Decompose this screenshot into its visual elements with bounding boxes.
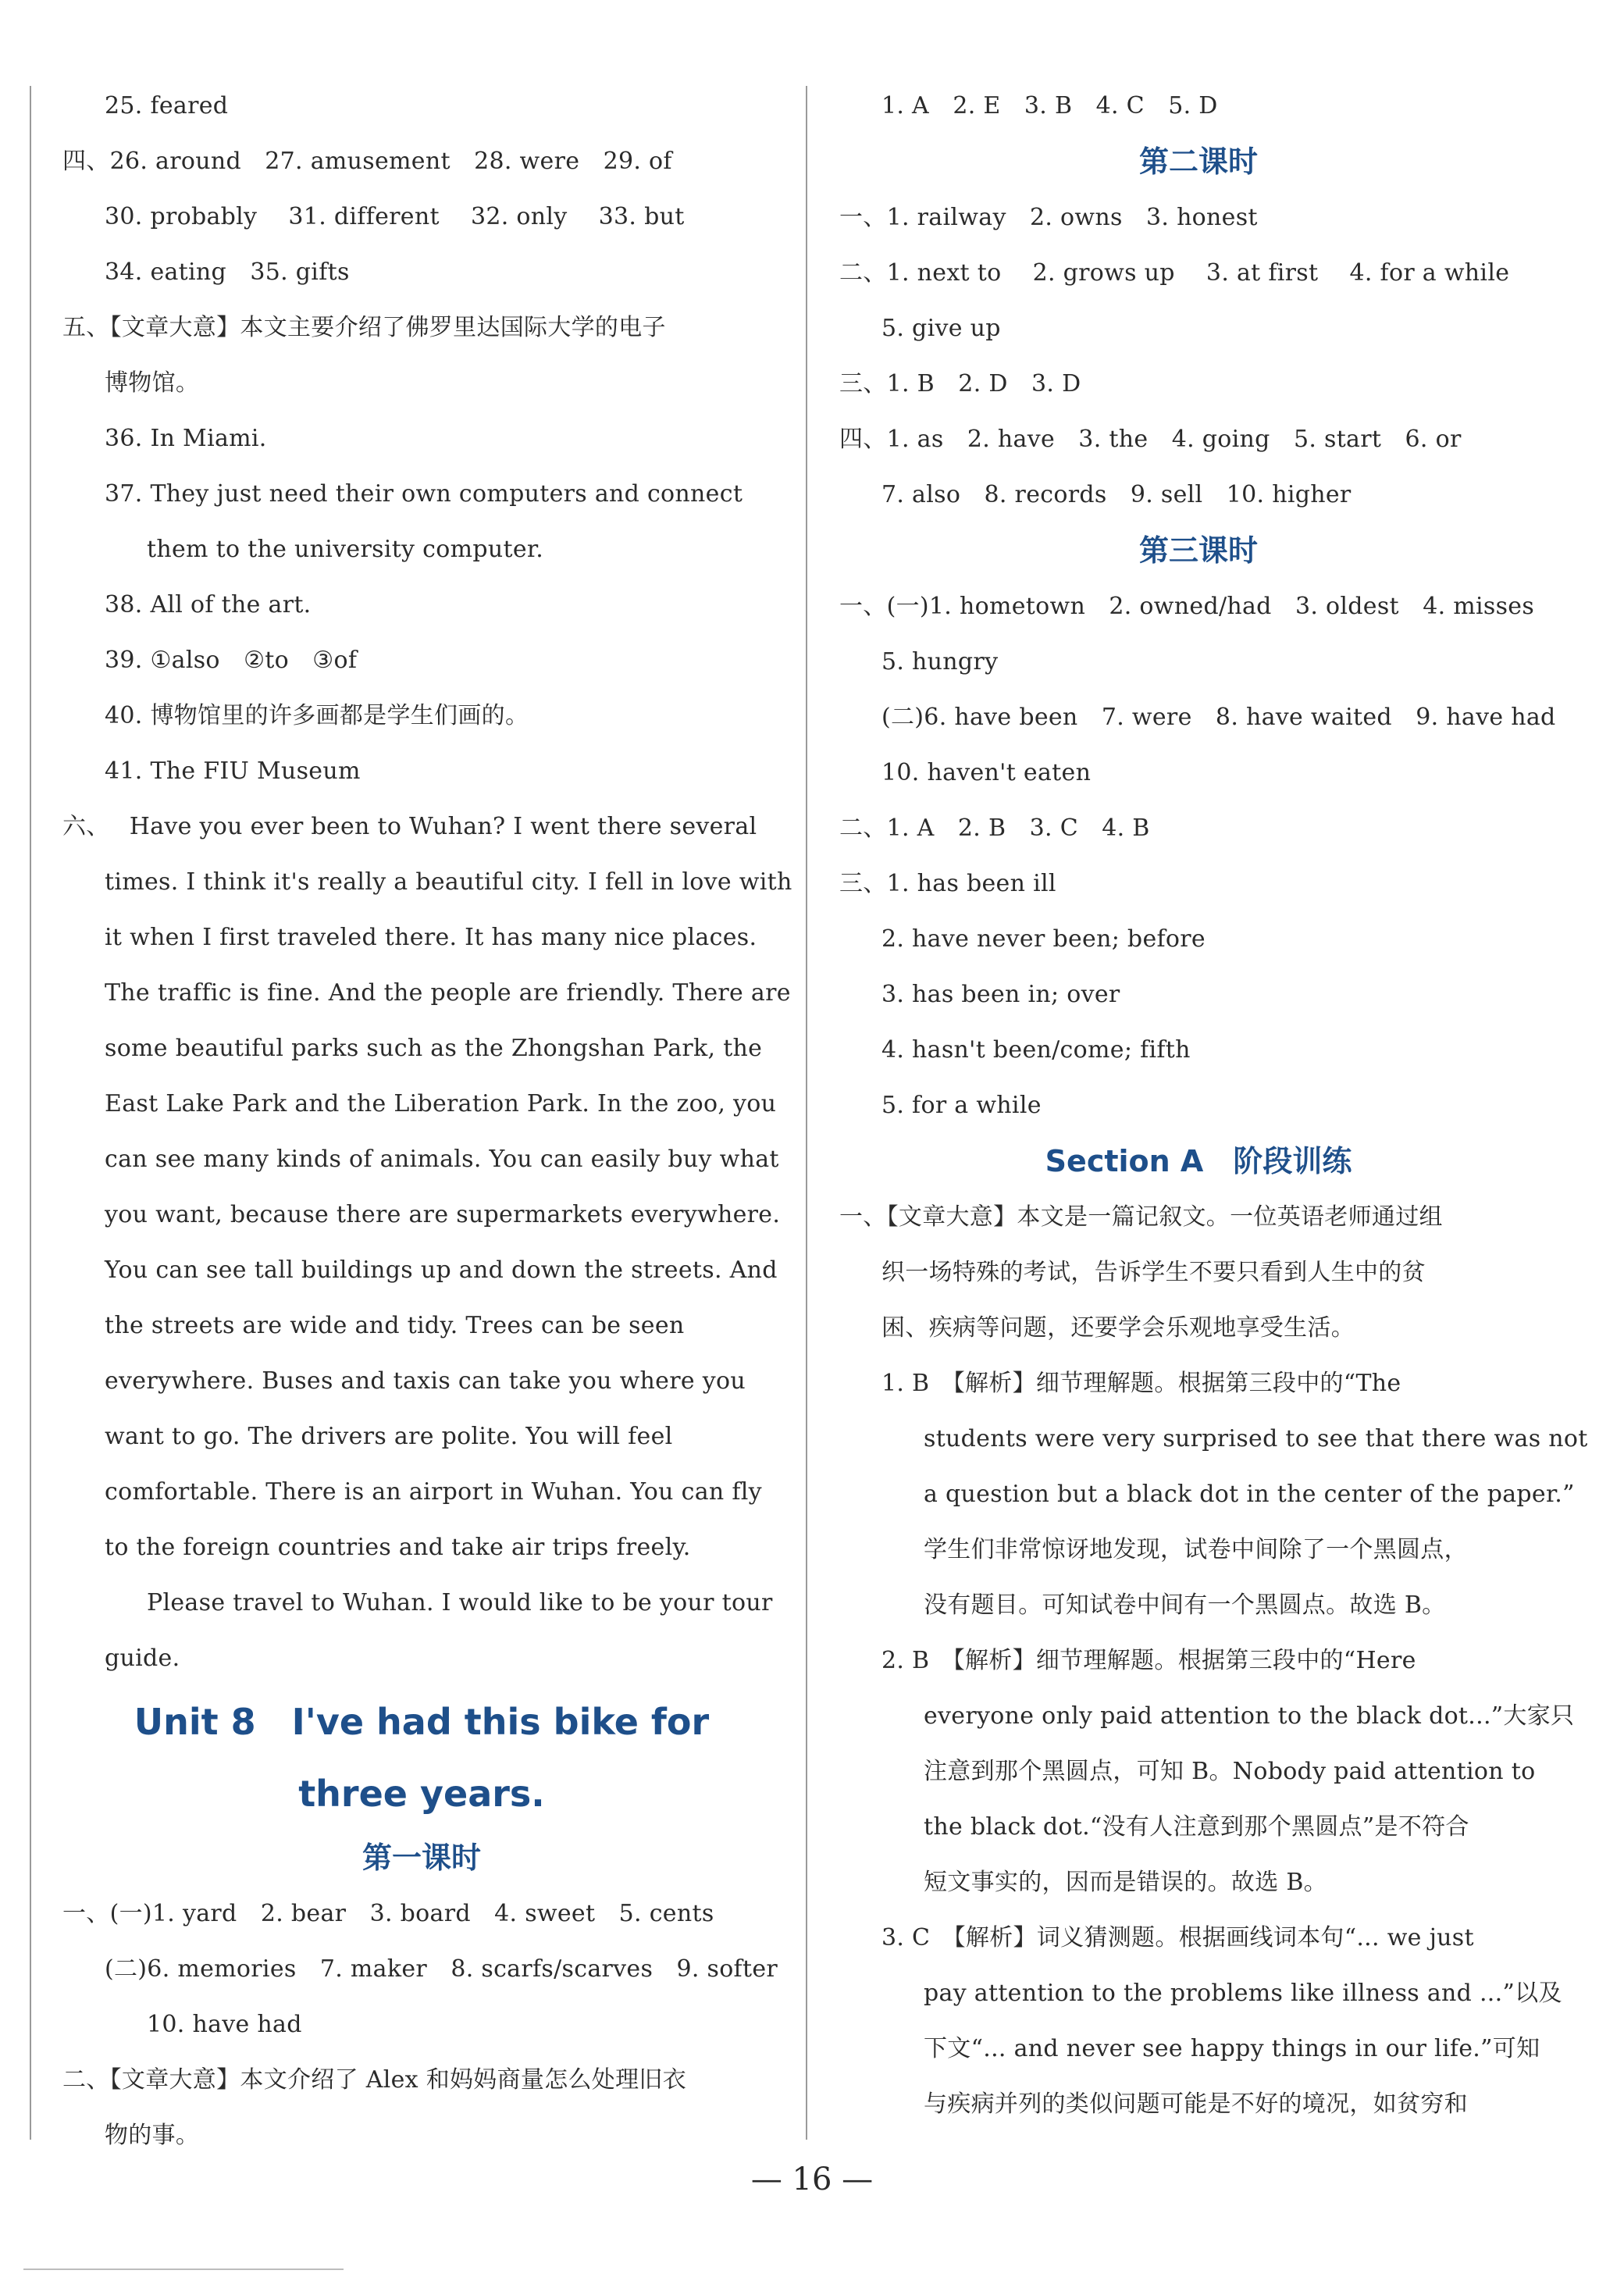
answer-line: guide. — [105, 1645, 180, 1672]
answer-line: East Lake Park and the Liberation Park. In the zoo, you — [105, 1090, 777, 1117]
answer-line: 一、(一)1. yard 2. bear 3. board 4. sweet 5. cents — [62, 1900, 714, 1927]
right-answers-block-d — [839, 1189, 1588, 2132]
answer-line: everyone only paid attention to the black dot...”大家只 — [924, 1702, 1575, 1730]
left-margin-rule — [30, 86, 31, 2140]
right-answers-block-a — [839, 78, 1558, 134]
answer-line: The traffic is fine. And the people are friendly. There are — [105, 979, 791, 1007]
answer-line: 3. has been in; over — [881, 981, 1120, 1008]
answer-line: comfortable. There is an airport in Wuhan. You can fly — [105, 1478, 762, 1506]
answer-line: 34. eating 35. gifts — [105, 258, 350, 286]
answer-line: 10. haven't eaten — [881, 759, 1092, 786]
unit-title-line-2: three years. — [298, 1773, 545, 1815]
answer-line: (二)6. have been 7. were 8. have waited 9. have had — [881, 704, 1556, 731]
lesson-1-heading: 第一课时 — [361, 1841, 481, 1875]
answer-line: pay attention to the problems like illness and ...”以及 — [924, 1980, 1562, 2007]
answer-line: some beautiful parks such as the Zhongshan Park, the — [105, 1035, 763, 1062]
answer-line: 5. hungry — [881, 648, 999, 675]
answer-line: 7. also 8. records 9. sell 10. higher — [881, 481, 1352, 508]
answer-line: 一、(一)1. hometown 2. owned/had 3. oldest 4. misses — [839, 593, 1535, 620]
answer-line: 六、 Have you ever been to Wuhan? I went there several — [62, 813, 757, 840]
answer-line: 二、1. A 2. B 3. C 4. B — [839, 814, 1150, 842]
answer-line: Please travel to Wuhan. I would like to be your tour — [147, 1589, 773, 1616]
answer-line: 5. for a while — [881, 1092, 1042, 1119]
page-number: — 16 — — [750, 2162, 874, 2197]
right-answers-block-b — [839, 190, 1558, 522]
answer-line: 四、26. around 27. amusement 28. were 29. of — [62, 148, 672, 175]
answer-line: the black dot.“没有人注意到那个黑圆点”是不符合 — [924, 1813, 1469, 1841]
answer-line: 五、【文章大意】本文主要介绍了佛罗里达国际大学的电子 — [62, 314, 666, 341]
answer-line: You can see tall buildings up and down the streets. And — [105, 1256, 778, 1284]
answer-line: a question but a black dot in the center of the paper.” — [924, 1481, 1575, 1508]
answer-line: 一、【文章大意】本文是一篇记叙文。一位英语老师通过组 — [839, 1203, 1443, 1231]
answer-line: to the foreign countries and take air trips freely. — [105, 1534, 691, 1561]
answer-line: times. I think it's really a beautiful city. I fell in love with — [105, 868, 792, 896]
answer-line: 38. All of the art. — [105, 591, 312, 618]
answer-line: 困、疾病等问题，还要学会乐观地享受生活。 — [881, 1314, 1355, 1342]
answer-line: 4. hasn't been/come; fifth — [881, 1036, 1191, 1064]
answer-line: 博物馆。 — [105, 369, 200, 397]
answer-line: 37. They just need their own computers and connect — [105, 480, 743, 508]
footer-rule — [23, 2269, 344, 2270]
answer-line: 41. The FIU Museum — [105, 757, 361, 785]
answer-line: want to go. The drivers are polite. You will feel — [105, 1423, 673, 1450]
left-answers-block-a — [62, 78, 792, 1686]
answer-line: 四、1. as 2. have 3. the 4. going 5. start 6. or — [839, 426, 1462, 453]
right-column — [839, 78, 1588, 2132]
answer-line: 2. have never been; before — [881, 925, 1206, 953]
answer-line: (二)6. memories 7. maker 8. scarfs/scarves 9. softer — [105, 1955, 778, 1983]
answer-line: 三、1. B 2. D 3. D — [839, 370, 1081, 397]
answer-line: 25. feared — [105, 92, 229, 119]
left-column — [62, 78, 792, 2163]
answer-line: you want, because there are supermarkets everywhere. — [105, 1201, 781, 1228]
section-a-heading: Section A 阶段训练 — [1045, 1144, 1352, 1178]
answer-line: 40. 博物馆里的许多画都是学生们画的。 — [105, 702, 529, 729]
answer-line: 36. In Miami. — [105, 425, 267, 452]
answer-line: 一、1. railway 2. owns 3. honest — [839, 204, 1258, 231]
answer-line: them to the university computer. — [147, 536, 544, 563]
answer-line: 30. probably 31. different 32. only 33. but — [105, 203, 685, 230]
answer-line: students were very surprised to see that there was not — [924, 1425, 1588, 1452]
answer-line: 二、【文章大意】本文介绍了 Alex 和妈妈商量怎么处理旧衣 — [62, 2066, 687, 2094]
answer-line: the streets are wide and tidy. Trees can be seen — [105, 1312, 685, 1339]
left-answers-block-b — [62, 1886, 781, 2163]
answer-line: everywhere. Buses and taxis can take you where you — [105, 1367, 746, 1395]
answer-line: 10. have had — [147, 2011, 302, 2038]
answer-line: 学生们非常惊讶地发现，试卷中间除了一个黑圆点， — [924, 1536, 1468, 1563]
answer-line: can see many kinds of animals. You can easily buy what — [105, 1146, 779, 1173]
answer-line: 织一场特殊的考试，告诉学生不要只看到人生中的贫 — [881, 1259, 1426, 1286]
unit-title-line-1: Unit 8 I've had this bike for — [134, 1701, 710, 1743]
answer-line: it when I first traveled there. It has many nice places. — [105, 924, 757, 951]
answer-line: 注意到那个黑圆点，可知 B。Nobody paid attention to — [924, 1758, 1536, 1785]
answer-line: 二、1. next to 2. grows up 3. at first 4. for a while — [839, 259, 1510, 287]
answer-line: 1. B 【解析】细节理解题。根据第三段中的“The — [881, 1370, 1401, 1397]
answer-line: 没有题目。可知试卷中间有一个黑圆点。故选 B。 — [924, 1591, 1446, 1619]
answer-line: 短文事实的，因而是错误的。故选 B。 — [924, 1869, 1327, 1896]
answer-line: 下文“... and never see happy things in our life.”可知 — [924, 2035, 1540, 2062]
answer-line: 1. A 2. E 3. B 4. C 5. D — [881, 92, 1218, 119]
answer-line: 物的事。 — [105, 2122, 200, 2149]
answer-line: 2. B 【解析】细节理解题。根据第三段中的“Here — [881, 1647, 1416, 1674]
lesson-3-heading: 第三课时 — [1138, 533, 1258, 568]
answer-line: 39. ①also ②to ③of — [105, 647, 358, 674]
answer-line: 三、1. has been ill — [839, 870, 1056, 897]
right-answers-block-c — [839, 579, 1558, 1133]
lesson-2-heading: 第二课时 — [1138, 144, 1258, 179]
answer-line: 5. give up — [881, 315, 1001, 342]
column-divider — [806, 86, 807, 2140]
answer-line: 3. C 【解析】词义猜测题。根据画线词本句“... we just — [881, 1924, 1474, 1951]
answer-line: 与疾病并列的类似问题可能是不好的境况，如贫穷和 — [924, 2090, 1468, 2118]
